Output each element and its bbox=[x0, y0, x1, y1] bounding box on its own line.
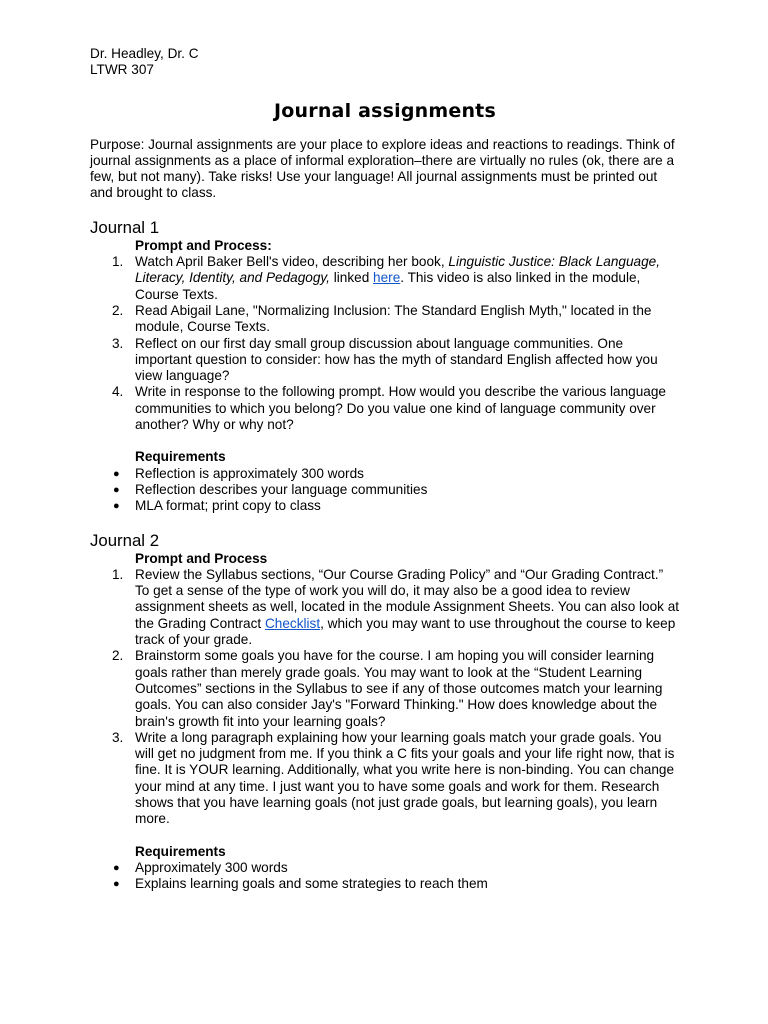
requirement-item bbox=[90, 482, 680, 498]
journal-2-heading: Journal 2 bbox=[90, 530, 160, 550]
requirement-text: Reflection is approximately 300 words bbox=[135, 465, 364, 481]
purpose-paragraph: Purpose: Journal assignments are your place to explore ideas and reactions to readings. Think of journal assignments as a place of informal exploration–there are virtually no rules (ok, there are a few, but not many). Take risks! Use your language! All journal assignments must be printed out and brought to class. bbox=[90, 136, 675, 201]
journal-1-section bbox=[90, 218, 680, 515]
requirement-item bbox=[90, 876, 680, 892]
step-number: 2. bbox=[112, 648, 124, 664]
bullet-icon: ● bbox=[113, 500, 120, 513]
journal-1-step-1 bbox=[90, 254, 680, 303]
requirement-item bbox=[90, 466, 680, 482]
journal-1-requirements bbox=[90, 466, 680, 515]
video-link[interactable]: here bbox=[373, 270, 401, 286]
checklist-link[interactable]: Checklist bbox=[264, 615, 321, 631]
bullet-icon: ● bbox=[113, 861, 120, 874]
bullet-icon: ● bbox=[113, 878, 120, 891]
requirement-text: Explains learning goals and some strategies to reach them bbox=[135, 876, 488, 892]
journal-2-prompt-label: Prompt and Process bbox=[135, 550, 268, 566]
step-number: 1. bbox=[112, 254, 124, 270]
document-page bbox=[90, 46, 680, 908]
bullet-icon: ● bbox=[113, 467, 120, 480]
page-title: Journal assignments bbox=[274, 99, 496, 122]
journal-1-step-2 bbox=[90, 303, 680, 336]
journal-1-prompt-label: Prompt and Process: bbox=[135, 237, 272, 253]
journal-1-steps bbox=[90, 254, 680, 433]
step-text: Reflect on our first day small group discussion about language communities. One important question to consider: how has the myth of standard English affected how you view language? bbox=[135, 335, 658, 384]
step-text: Review the Syllabus sections, “Our Course Grading Policy” and “Our Grading Contract.” To get a sense of the type of work you will do, it may also be a good idea to review assignment sheets as well, located in the module Assignment Sheets. You can also look at the Grading Contract bbox=[135, 566, 680, 631]
step-text: . This video is also linked in the module, Course Texts. bbox=[135, 270, 641, 302]
journal-2-section bbox=[90, 531, 680, 893]
requirement-item bbox=[90, 860, 680, 876]
journal-2-step-1 bbox=[90, 567, 680, 648]
requirement-text: Reflection describes your language communities bbox=[135, 481, 428, 497]
journal-1-requirements-label: Requirements bbox=[135, 449, 226, 465]
step-text: Brainstorm some goals you have for the course. I am hoping you will consider learning goals rather than merely grade goals. You may want to look at the “Student Learning Outcomes” sections in the Syllabus to see if any of those outcomes match your learning goals. You can also consider Jay's "Forward Thinking." How does knowledge about the brain's growth fit into your learning goals? bbox=[135, 648, 663, 729]
journal-1-step-3 bbox=[90, 336, 680, 385]
journal-2-requirements bbox=[90, 860, 680, 893]
bullet-icon: ● bbox=[113, 483, 120, 496]
journal-2-requirements-label: Requirements bbox=[135, 843, 226, 859]
step-number: 2. bbox=[112, 302, 124, 318]
journal-2-steps bbox=[90, 567, 680, 828]
step-number: 3. bbox=[112, 335, 124, 351]
step-text: Write in response to the following prompt. How would you describe the various language communities to which you belong? Do you value one kind of language community over another? Why or why not? bbox=[135, 384, 666, 433]
step-text: Write a long paragraph explaining how your learning goals match your grade goals. You will get no judgment from me. If you think a C fits your goals and your life right now, that is fine. It is YOUR learning. Additionally, what you write here is non-binding. You can change your mind at any time. I just want you to have some goals and work for them. Research shows that you have learning goals (not just grade goals, but learning goals), you learn more. bbox=[135, 729, 675, 827]
journal-2-step-3 bbox=[90, 730, 680, 828]
step-number: 3. bbox=[112, 729, 124, 745]
header-block bbox=[90, 46, 680, 79]
step-number: 4. bbox=[112, 384, 124, 400]
step-number: 1. bbox=[112, 566, 124, 582]
step-text: Read Abigail Lane, "Normalizing Inclusion: The Standard English Myth," located in the module, Course Texts. bbox=[135, 302, 652, 335]
step-text: Watch April Baker Bell's video, describing her book, bbox=[135, 254, 449, 270]
course-code: LTWR 307 bbox=[90, 62, 154, 78]
step-text: , which you may want to use throughout the course to keep track of your grade. bbox=[135, 615, 676, 648]
authors-line: Dr. Headley, Dr. C bbox=[90, 46, 199, 61]
book-title: Linguistic Justice: Black Language, Literacy, Identity, and Pedagogy, bbox=[135, 254, 660, 286]
journal-1-heading: Journal 1 bbox=[90, 217, 160, 237]
journal-1-step-4 bbox=[90, 384, 680, 433]
journal-2-step-2 bbox=[90, 648, 680, 729]
step-text: linked bbox=[329, 270, 374, 286]
requirement-text: Approximately 300 words bbox=[135, 859, 288, 875]
requirement-text: MLA format; print copy to class bbox=[135, 498, 321, 514]
requirement-item bbox=[90, 498, 680, 514]
